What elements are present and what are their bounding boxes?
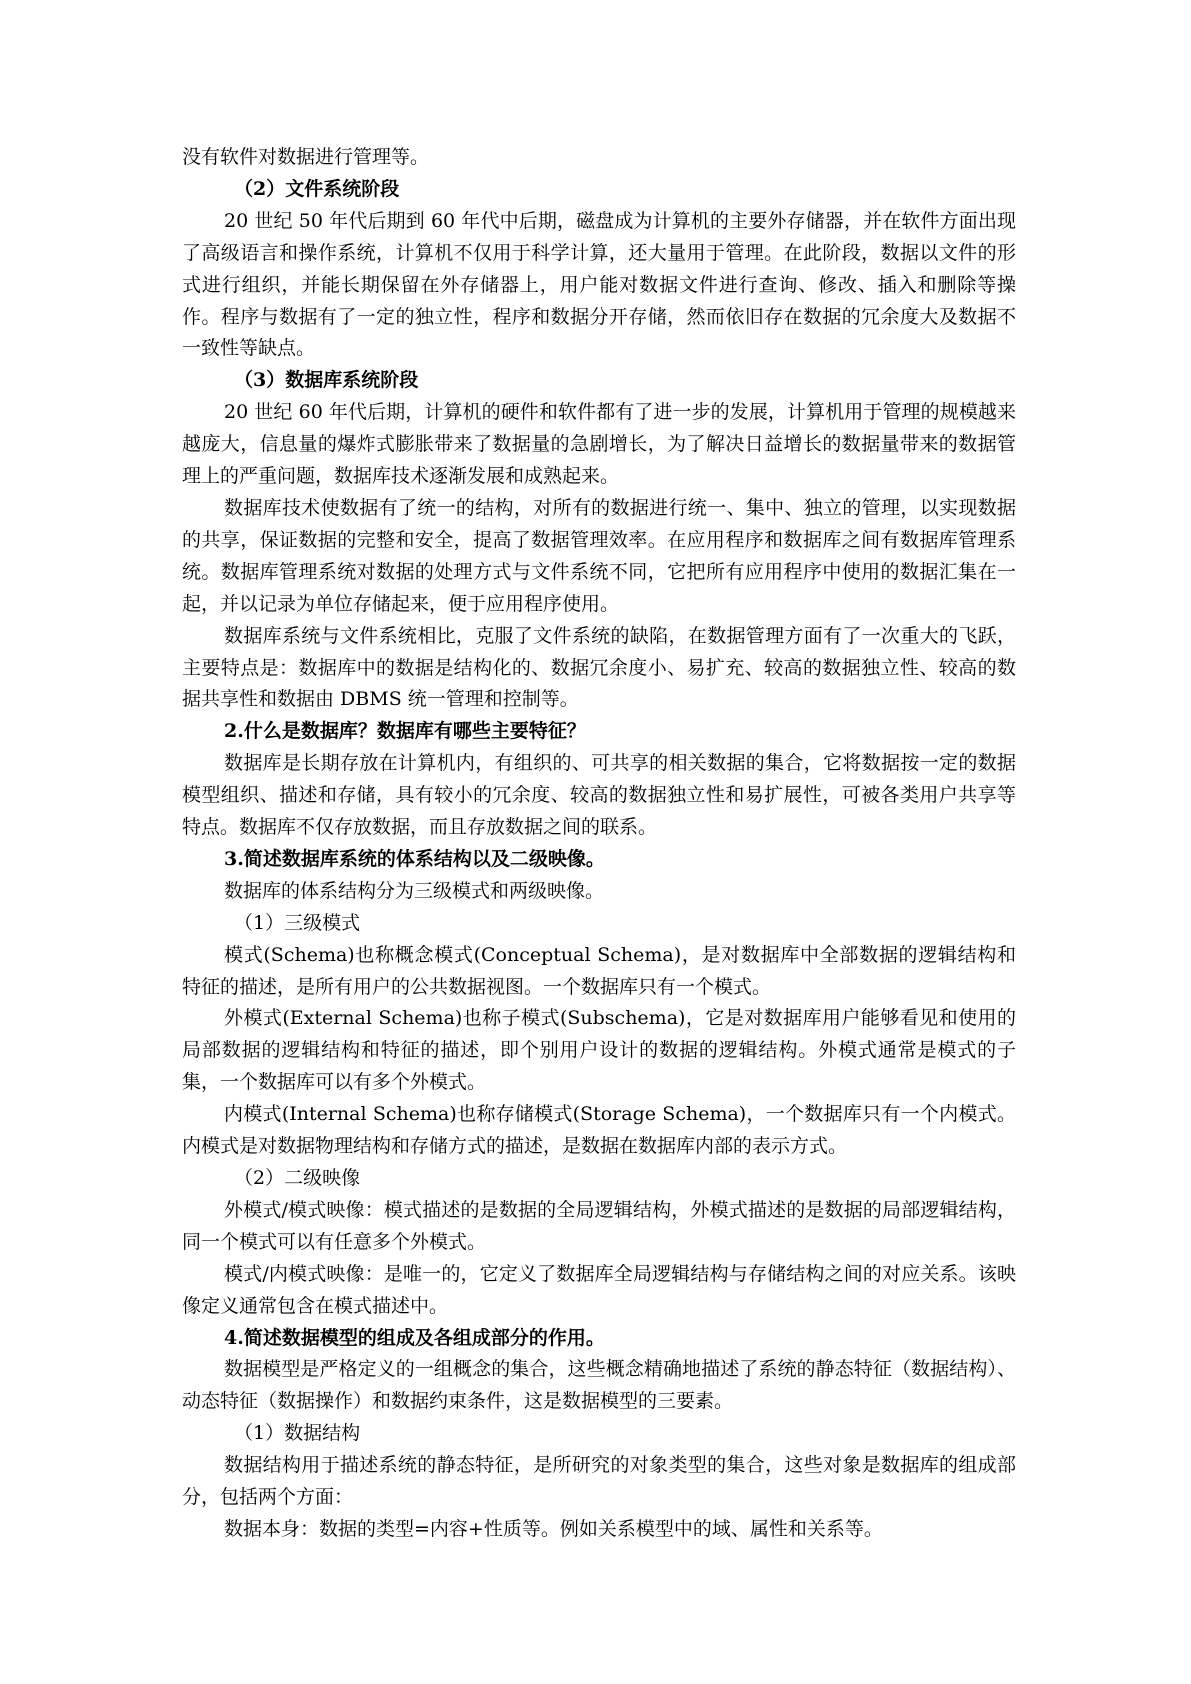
body-paragraph: 数据本身：数据的类型=内容+性质等。例如关系模型中的域、属性和关系等。	[224, 1517, 883, 1540]
question-heading-4: 4.简述数据模型的组成及各组成部分的作用。	[224, 1326, 605, 1349]
body-paragraph: 模式/内模式映像：是唯一的，它定义了数据库全局逻辑结构与存储结构之间的对应关系。该映像定义通常包含在模式描述中。	[182, 1262, 1016, 1317]
subheading-file-system-stage: （2）文件系统阶段	[234, 177, 400, 200]
question-heading-3: 3.简述数据库系统的体系结构以及二级映像。	[224, 847, 605, 870]
body-paragraph: 20 世纪 50 年代后期到 60 年代中后期，磁盘成为计算机的主要外存储器，并在软件方面出现了高级语言和操作系统，计算机不仅用于科学计算，还大量用于管理。在此阶段，数据以文件的形式进行组织，并能长期保留在外存储器上，用户能对数据文件进行查询、修改、插入和删除等操作。程序与数据有了一定的独立性，程序和数据分开存储，然而依旧存在数据的冗余度大及数据不一致性等缺点。	[182, 209, 1016, 360]
body-paragraph: 模式(Schema)也称概念模式(Conceptual Schema)，是对数据库中全部数据的逻辑结构和特征的描述，是所有用户的公共数据视图。一个数据库只有一个模式。	[182, 943, 1016, 998]
document-page	[182, 142, 1016, 1546]
body-paragraph: 数据库系统与文件系统相比，克服了文件系统的缺陷，在数据管理方面有了一次重大的飞跃，主要特点是：数据库中的数据是结构化的、数据冗余度小、易扩充、较高的数据独立性、较高的数据共享性和数据由 DBMS 统一管理和控制等。	[182, 624, 1016, 711]
body-paragraph: 数据库技术使数据有了统一的结构，对所有的数据进行统一、集中、独立的管理，以实现数据的共享，保证数据的完整和安全，提高了数据管理效率。在应用程序和数据库之间有数据库管理系统。数据库管理系统对数据的处理方式与文件系统不同，它把所有应用程序中使用的数据汇集在一起，并以记录为单位存储起来，便于应用程序使用。	[182, 496, 1016, 615]
subheading-database-system-stage: （3）数据库系统阶段	[234, 369, 419, 392]
body-paragraph: 数据模型是严格定义的一组概念的集合，这些概念精确地描述了系统的静态特征（数据结构）、动态特征（数据操作）和数据约束条件，这是数据模型的三要素。	[182, 1358, 1016, 1413]
body-paragraph: 外模式/模式映像：模式描述的是数据的全局逻辑结构，外模式描述的是数据的局部逻辑结构，同一个模式可以有任意多个外模式。	[182, 1198, 1016, 1253]
body-paragraph: 数据结构用于描述系统的静态特征，是所研究的对象类型的集合，这些对象是数据库的组成部分，包括两个方面：	[182, 1454, 1016, 1509]
body-paragraph: 外模式(External Schema)也称子模式(Subschema)，它是对数据库用户能够看见和使用的局部数据的逻辑结构和特征的描述，即个别用户设计的数据的逻辑结构。外模式通常是模式的子集，一个数据库可以有多个外模式。	[182, 1007, 1016, 1094]
subheading-three-level-schema: （1）三级模式	[234, 911, 361, 934]
subheading-data-structure: （1）数据结构	[234, 1422, 361, 1445]
body-paragraph: 数据库是长期存放在计算机内，有组织的、可共享的相关数据的集合，它将数据按一定的数据模型组织、描述和存储，具有较小的冗余度、较高的数据独立性和易扩展性，可被各类用户共享等特点。数据库不仅存放数据，而且存放数据之间的联系。	[182, 752, 1016, 839]
body-paragraph: 内模式(Internal Schema)也称存储模式(Storage Schema)，一个数据库只有一个内模式。内模式是对数据物理结构和存储方式的描述，是数据在数据库内部的表示方式。	[182, 1103, 1016, 1158]
continuation-text: 没有软件对数据进行管理等。	[182, 146, 430, 168]
body-paragraph: 数据库的体系结构分为三级模式和两级映像。	[224, 879, 605, 902]
body-paragraph: 20 世纪 60 年代后期，计算机的硬件和软件都有了进一步的发展，计算机用于管理的规模越来越庞大，信息量的爆炸式膨胀带来了数据量的急剧增长，为了解决日益增长的数据量带来的数据管理上的严重问题，数据库技术逐渐发展和成熟起来。	[182, 401, 1016, 488]
question-heading-2: 2.什么是数据库？数据库有哪些主要特征？	[224, 720, 586, 743]
subheading-two-level-mapping: （2）二级映像	[234, 1167, 361, 1189]
